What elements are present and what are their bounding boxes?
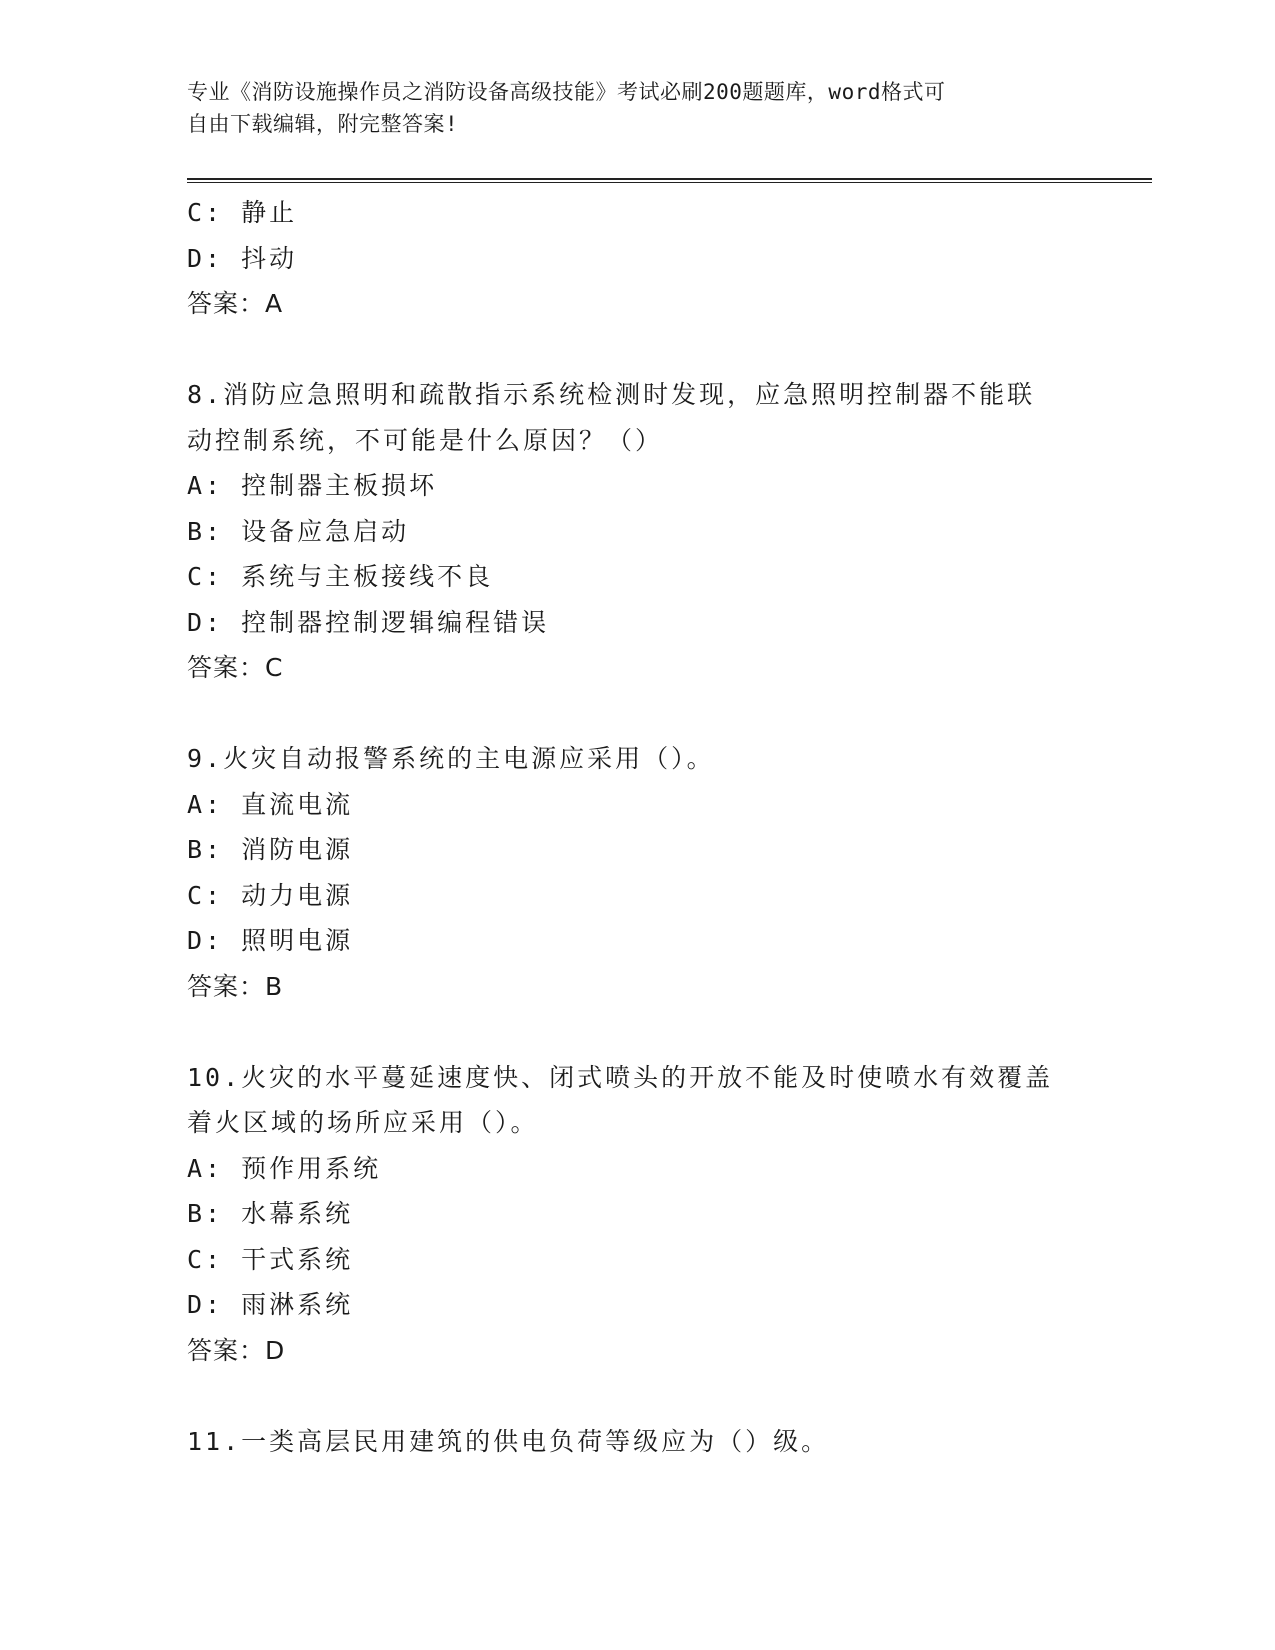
question-7-tail <box>187 190 1087 327</box>
spacer <box>187 1009 1087 1055</box>
option-d: D: 控制器控制逻辑编程错误 <box>187 607 550 637</box>
answer-line: 答案：B <box>187 971 284 1001</box>
question-8 <box>187 372 1087 691</box>
answer-line: 答案：D <box>187 1335 286 1365</box>
option-d: D: 抖动 <box>187 243 298 273</box>
option-c: C: 动力电源 <box>187 880 354 910</box>
header-rule-thick <box>187 178 1152 180</box>
question-text: 10.火灾的水平蔓延速度快、闭式喷头的开放不能及时使喷水有效覆盖 <box>187 1062 1054 1092</box>
spacer <box>187 1373 1087 1419</box>
answer-line: 答案：A <box>187 289 284 318</box>
header-line-1: 专业《消防设施操作员之消防设备高级技能》考试必刷200题题库，word格式可 <box>187 80 946 104</box>
question-text: 8.消防应急照明和疏散指示系统检测时发现，应急照明控制器不能联 <box>187 380 1036 409</box>
question-text-continued: 动控制系统，不可能是什么原因？（） <box>187 425 664 455</box>
option-a: A: 预作用系统 <box>187 1153 382 1183</box>
option-c: C: 静止 <box>187 198 298 227</box>
question-10 <box>187 1055 1087 1374</box>
question-list <box>187 190 1087 1464</box>
option-b: B: 消防电源 <box>187 835 354 864</box>
option-b: B: 设备应急启动 <box>187 516 410 546</box>
option-a: A: 控制器主板损坏 <box>187 471 438 500</box>
spacer <box>187 327 1087 373</box>
option-b: B: 水幕系统 <box>187 1199 354 1228</box>
document-header <box>187 76 1067 140</box>
question-text: 9.火灾自动报警系统的主电源应采用（）。 <box>187 744 715 773</box>
question-11 <box>187 1419 1087 1465</box>
question-9 <box>187 736 1087 1009</box>
question-text: 11.一类高层民用建筑的供电负荷等级应为（）级。 <box>187 1426 830 1456</box>
option-d: D: 照明电源 <box>187 926 354 955</box>
header-rule-thin <box>187 182 1152 183</box>
option-d: D: 雨淋系统 <box>187 1290 354 1319</box>
option-c: C: 干式系统 <box>187 1244 354 1274</box>
option-a: A: 直流电流 <box>187 789 354 819</box>
question-text-continued: 着火区域的场所应采用（）。 <box>187 1108 539 1137</box>
header-line-2: 自由下载编辑，附完整答案! <box>187 112 459 136</box>
option-c: C: 系统与主板接线不良 <box>187 562 494 591</box>
answer-line: 答案：C <box>187 653 284 682</box>
spacer <box>187 691 1087 737</box>
